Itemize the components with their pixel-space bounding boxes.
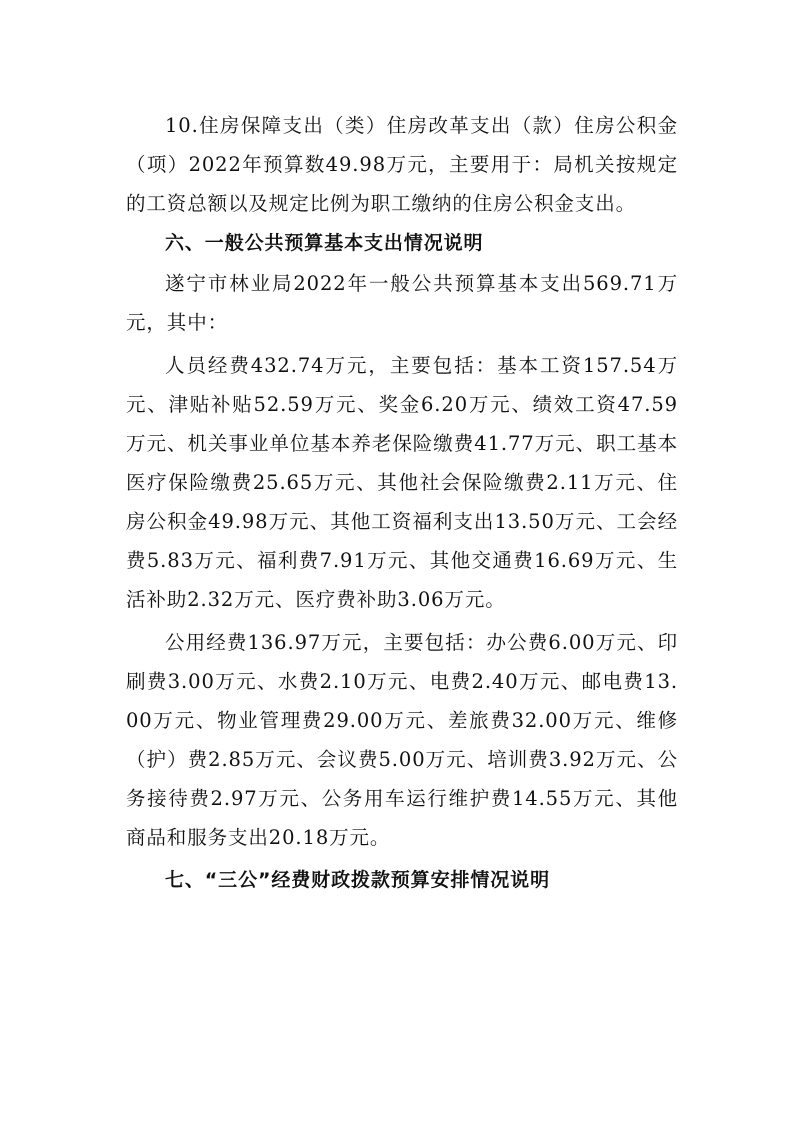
paragraph-public-expenses: 公用经费136.97万元，主要包括：办公费6.00万元、印刷费3.00万元、水费2.10万元、电费2.40万元、邮电费13.00万元、物业管理费29.00万元、差旅费32.00万元、维修（护）费2.85万元、会议费5.00万元、培训费3.92万元、公务接待费2.97万元、公务用车运行维护费14.55万元、其他商品和服务支出20.18万元。 — [126, 631, 678, 849]
document-body — [126, 106, 678, 900]
section-heading-basic-expenditure: 六、一般公共预算基本支出情况说明 — [165, 232, 484, 254]
paragraph-personnel-expenses: 人员经费432.74万元，主要包括：基本工资157.54万元、津贴补贴52.59万元、奖金6.20万元、绩效工资47.59万元、机关事业单位基本养老保险缴费41.77万元、职工基本医疗保险缴费25.65万元、其他社会保险缴费2.11万元、住房公积金49.98万元、其他工资福利支出13.50万元、工会经费5.83万元、福利费7.91万元、其他交通费16.69万元、生活补助2.32万元、医疗费补助3.06万元。 — [126, 354, 678, 611]
section-heading-three-public-expenses: 七、“三公”经费财政拨款预算安排情况说明 — [165, 869, 550, 891]
paragraph-basic-expenditure-total: 遂宁市林业局2022年一般公共预算基本支出569.71万元，其中： — [126, 272, 678, 334]
paragraph-housing-fund: 10.住房保障支出（类）住房改革支出（款）住房公积金（项）2022年预算数49.98万元，主要用于：局机关按规定的工资总额以及规定比例为职工缴纳的住房公积金支出。 — [126, 114, 678, 215]
